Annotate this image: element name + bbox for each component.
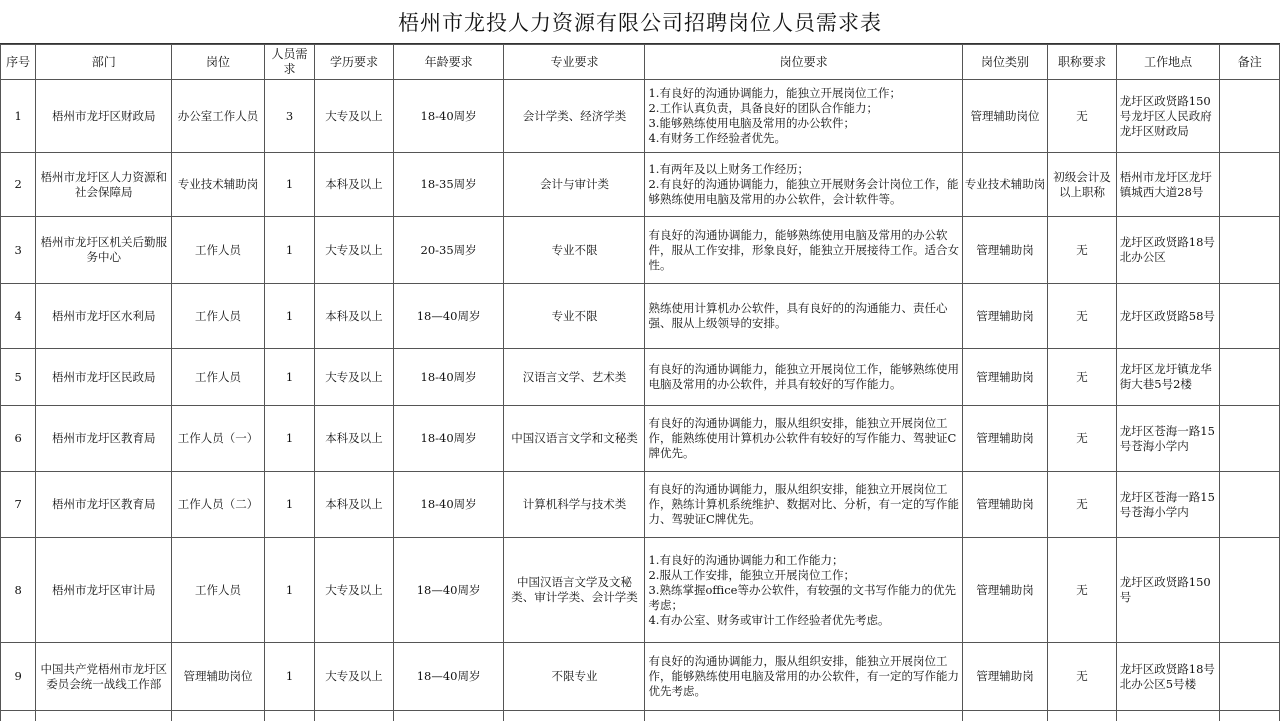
cell-title-req: 无 bbox=[1048, 284, 1116, 349]
cell-age: 18—40周岁 bbox=[393, 643, 504, 711]
table-row bbox=[1, 217, 1280, 284]
cell-dept: 梧州市龙圩区机关后勤服务中心 bbox=[36, 217, 172, 284]
table-row bbox=[1, 406, 1280, 472]
requirement-line: 3.熟练掌握office等办公软件，有较强的文书写作能力的优先考虑； bbox=[648, 582, 956, 612]
cell-note bbox=[1220, 284, 1280, 349]
cell-edu: 大专及以上 bbox=[315, 217, 394, 284]
header-note: 备注 bbox=[1220, 45, 1280, 80]
header-major: 专业要求 bbox=[504, 45, 645, 80]
cell-note bbox=[1220, 538, 1280, 643]
cell-dept: 梧州市龙圩区水利局 bbox=[36, 284, 172, 349]
cell-count: 1 bbox=[264, 349, 314, 406]
cell-title-req: 无 bbox=[1048, 643, 1116, 711]
cell-no: 6 bbox=[1, 406, 36, 472]
cell-dept: 中国共产党梧州市龙圩区委员会统一战线工作部 bbox=[36, 643, 172, 711]
requirement-line: 4.有办公室、财务或审计工作经验者优先考虑。 bbox=[648, 612, 890, 627]
cell-dept: 梧州市龙圩区民政局 bbox=[36, 349, 172, 406]
cell-count: 1 bbox=[264, 472, 314, 538]
cell-major: 计算机科学与技术类 bbox=[504, 472, 645, 538]
cell-count: 1 bbox=[264, 284, 314, 349]
cell-category: 专业技术辅助岗 bbox=[962, 153, 1048, 217]
cell-post: 办公室工作人员 bbox=[172, 80, 265, 153]
cell-count: 1 bbox=[264, 217, 314, 284]
requirement-line: 有良好的沟通协调能力，服从组织安排，能独立开展岗位工作，熟练计算机系统维护、数据对比、分析，有一定的写作能力、驾驶证C牌优先。 bbox=[648, 482, 959, 526]
cell-title-req: 无 bbox=[1048, 406, 1116, 472]
cell-location: 龙圩区政贤路18号北办公区5号楼 bbox=[1116, 643, 1220, 711]
cell-req bbox=[645, 217, 962, 284]
cell-category: 管理辅助岗 bbox=[962, 217, 1048, 284]
cell-no: 7 bbox=[1, 472, 36, 538]
cell-edu: 大专及以上 bbox=[315, 643, 394, 711]
cell-no: 9 bbox=[1, 643, 36, 711]
table-row bbox=[1, 538, 1280, 643]
cell-req bbox=[645, 153, 962, 217]
header-row bbox=[1, 45, 1280, 80]
header-post: 岗位 bbox=[172, 45, 265, 80]
requirement-line: 1.有良好的沟通协调能力，能独立开展岗位工作； bbox=[648, 86, 901, 100]
header-title-req: 职称要求 bbox=[1048, 45, 1116, 80]
cell-count: 1 bbox=[264, 538, 314, 643]
requirement-line: 4.有财务工作经验者优先。 bbox=[648, 131, 786, 145]
cell-category: 管理辅助岗 bbox=[962, 472, 1048, 538]
cell-no: 4 bbox=[1, 284, 36, 349]
cell-age: 18—40周岁 bbox=[393, 284, 504, 349]
cell-note bbox=[1220, 80, 1280, 153]
cell-post: 工作人员 bbox=[172, 349, 265, 406]
cell-major: 中国汉语言文学及文秘类、审计学类、会计学类 bbox=[504, 538, 645, 643]
cell-post: 专业技术辅助岗 bbox=[172, 153, 265, 217]
cell-age: 18-40周岁 bbox=[393, 349, 504, 406]
cell-post: 工作人员（一） bbox=[172, 406, 265, 472]
cell-title-req: 无 bbox=[1048, 538, 1116, 643]
cell-req bbox=[645, 472, 962, 538]
cell-post: 工作人员 bbox=[172, 284, 265, 349]
requirement-line: 2.工作认真负责，具备良好的团队合作能力； bbox=[648, 101, 878, 115]
header-category: 岗位类别 bbox=[962, 45, 1048, 80]
cell-no: 5 bbox=[1, 349, 36, 406]
cell-req bbox=[645, 538, 962, 643]
requirement-line: 有良好的沟通协调能力，能够熟练使用电脑及常用的办公软件，服从工作安排，形象良好，能独立开展接待工作。适合女性。 bbox=[648, 227, 959, 272]
requirement-line: 熟练使用计算机办公软件，具有良好的的沟通能力、责任心强、服从上级领导的安排。 bbox=[648, 301, 948, 330]
cell-note bbox=[1220, 153, 1280, 217]
requirement-line: 2.有良好的沟通协调能力，能独立开展财务会计岗位工作，能够熟练使用电脑及常用的办公软件，会计软件等。 bbox=[648, 177, 959, 206]
cell-dept: 梧州市龙圩区审计局 bbox=[36, 538, 172, 643]
cell-location: 龙圩区政贤路58号 bbox=[1116, 284, 1220, 349]
cell-category: 管理辅助岗位 bbox=[962, 80, 1048, 153]
table-row bbox=[1, 643, 1280, 711]
sheet-title: 梧州市龙投人力资源有限公司招聘岗位人员需求表 bbox=[0, 0, 1280, 44]
cell-note bbox=[1220, 643, 1280, 711]
cell-no: 1 bbox=[1, 80, 36, 153]
header-edu: 学历要求 bbox=[315, 45, 394, 80]
table-row bbox=[1, 284, 1280, 349]
cell-dept: 梧州市龙圩区教育局 bbox=[36, 472, 172, 538]
cell-title-req: 无 bbox=[1048, 349, 1116, 406]
cell-dept: 梧州市龙圩区人力资源和社会保障局 bbox=[36, 153, 172, 217]
cell-note bbox=[1220, 472, 1280, 538]
cell-no: 3 bbox=[1, 217, 36, 284]
cell-post: 工作人员（二） bbox=[172, 472, 265, 538]
cell-post: 工作人员 bbox=[172, 538, 265, 643]
cell-note bbox=[1220, 406, 1280, 472]
cell-edu: 本科及以上 bbox=[315, 406, 394, 472]
header-dept: 部门 bbox=[36, 45, 172, 80]
cell-req bbox=[645, 643, 962, 711]
cell-req bbox=[645, 80, 962, 153]
cell-count: 3 bbox=[264, 80, 314, 153]
cell-note bbox=[1220, 217, 1280, 284]
requirement-line: 有良好的沟通协调能力，服从组织安排，能独立开展岗位工作，能熟练使用计算机办公软件有较好的写作能力、驾驶证C牌优先。 bbox=[648, 416, 957, 460]
recruitment-table bbox=[0, 44, 1280, 721]
cell-title-req: 无 bbox=[1048, 472, 1116, 538]
table-row bbox=[1, 472, 1280, 538]
cell-major: 不限专业 bbox=[504, 643, 645, 711]
cell-post: 管理辅助岗位 bbox=[172, 643, 265, 711]
cell-post: 工作人员 bbox=[172, 217, 265, 284]
cell-location: 龙圩区苍海一路15号苍海小学内 bbox=[1116, 406, 1220, 472]
cell-location: 梧州市龙圩区龙圩镇城西大道28号 bbox=[1116, 153, 1220, 217]
cell-major: 会计与审计类 bbox=[504, 153, 645, 217]
cell-category: 管理辅助岗 bbox=[962, 643, 1048, 711]
requirement-line: 有良好的沟通协调能力，能独立开展岗位工作，能够熟练使用电脑及常用的办公软件，并具有较好的写作能力。 bbox=[648, 362, 959, 391]
cell-dept: 梧州市龙圩区财政局 bbox=[36, 80, 172, 153]
table-row bbox=[1, 153, 1280, 217]
cell-category: 管理辅助岗 bbox=[962, 284, 1048, 349]
cell-category: 管理辅助岗 bbox=[962, 349, 1048, 406]
cell-edu: 大专及以上 bbox=[315, 349, 394, 406]
cell-req bbox=[645, 284, 962, 349]
cell-location: 龙圩区苍海一路15号苍海小学内 bbox=[1116, 472, 1220, 538]
cell-category: 管理辅助岗 bbox=[962, 406, 1048, 472]
table-row bbox=[1, 349, 1280, 406]
cell-category: 管理辅助岗 bbox=[962, 538, 1048, 643]
cell-age: 20-35周岁 bbox=[393, 217, 504, 284]
cell-title-req: 初级会计及以上职称 bbox=[1048, 153, 1116, 217]
cell-age: 18-40周岁 bbox=[393, 406, 504, 472]
empty-row bbox=[1, 711, 1280, 722]
header-location: 工作地点 bbox=[1116, 45, 1220, 80]
cell-no: 8 bbox=[1, 538, 36, 643]
cell-location: 龙圩区政贤路150号 bbox=[1116, 538, 1220, 643]
cell-edu: 大专及以上 bbox=[315, 80, 394, 153]
cell-count: 1 bbox=[264, 643, 314, 711]
cell-major: 专业不限 bbox=[504, 284, 645, 349]
header-age: 年龄要求 bbox=[393, 45, 504, 80]
cell-location: 龙圩区政贤路150号龙圩区人民政府龙圩区财政局 bbox=[1116, 80, 1220, 153]
cell-major: 汉语言文学、艺术类 bbox=[504, 349, 645, 406]
requirement-line: 3.能够熟练使用电脑及常用的办公软件； bbox=[648, 116, 855, 130]
requirement-line: 2.服从工作安排，能独立开展岗位工作； bbox=[648, 567, 855, 582]
cell-req bbox=[645, 349, 962, 406]
header-req: 岗位要求 bbox=[645, 45, 962, 80]
cell-edu: 本科及以上 bbox=[315, 472, 394, 538]
cell-major: 中国汉语言文学和文秘类 bbox=[504, 406, 645, 472]
cell-title-req: 无 bbox=[1048, 217, 1116, 284]
header-no: 序号 bbox=[1, 45, 36, 80]
cell-count: 1 bbox=[264, 406, 314, 472]
cell-age: 18—40周岁 bbox=[393, 538, 504, 643]
cell-location: 龙圩区龙圩镇龙华街大巷5号2楼 bbox=[1116, 349, 1220, 406]
cell-req bbox=[645, 406, 962, 472]
cell-edu: 大专及以上 bbox=[315, 538, 394, 643]
requirement-line: 1.有良好的沟通协调能力和工作能力； bbox=[648, 552, 844, 567]
requirement-line: 1.有两年及以上财务工作经历； bbox=[648, 162, 809, 176]
cell-major: 会计学类、经济学类 bbox=[504, 80, 645, 153]
requirement-line: 有良好的沟通协调能力，服从组织安排，能独立开展岗位工作，能够熟练使用电脑及常用的办公软件，有一定的写作能力优先考虑。 bbox=[648, 654, 959, 698]
cell-edu: 本科及以上 bbox=[315, 284, 394, 349]
table-row bbox=[1, 80, 1280, 153]
cell-count: 1 bbox=[264, 153, 314, 217]
cell-note bbox=[1220, 349, 1280, 406]
cell-dept: 梧州市龙圩区教育局 bbox=[36, 406, 172, 472]
cell-age: 18-40周岁 bbox=[393, 80, 504, 153]
cell-no: 2 bbox=[1, 153, 36, 217]
cell-age: 18-35周岁 bbox=[393, 153, 504, 217]
cell-location: 龙圩区政贤路18号北办公区 bbox=[1116, 217, 1220, 284]
header-count: 人员需求 bbox=[264, 45, 314, 80]
cell-edu: 本科及以上 bbox=[315, 153, 394, 217]
cell-major: 专业不限 bbox=[504, 217, 645, 284]
cell-title-req: 无 bbox=[1048, 80, 1116, 153]
cell-age: 18-40周岁 bbox=[393, 472, 504, 538]
